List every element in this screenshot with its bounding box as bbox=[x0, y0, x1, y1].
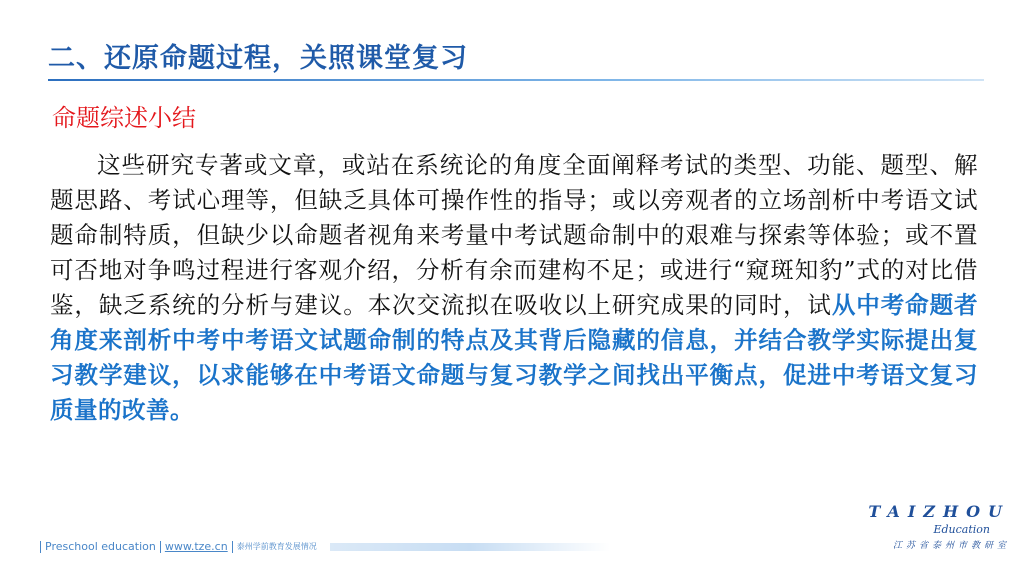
body-paragraph bbox=[50, 148, 978, 428]
body-highlight-text: 从中考命题者角度来剖析中考中考语文试题命制的特点及其背后隐藏的信息，并结合教学实际提出复习教学建议，以求能够在中考语文命题与复习教学之间找出平衡点，促进中考语文复习质量的改善。 bbox=[50, 291, 979, 424]
footer bbox=[40, 540, 317, 553]
footer-decor-bar bbox=[330, 543, 610, 551]
footer-link[interactable]: www.tze.cn bbox=[164, 540, 228, 553]
footer-label: Preschool education bbox=[45, 540, 156, 553]
taizhou-logo bbox=[860, 502, 1010, 551]
logo-edu: Education bbox=[933, 523, 990, 536]
footer-divider bbox=[40, 541, 41, 553]
footer-divider bbox=[160, 541, 161, 553]
title-underline bbox=[48, 79, 984, 81]
slide-subtitle: 命题综述小结 bbox=[52, 104, 196, 132]
slide-title: 二、还原命题过程，关照课堂复习 bbox=[48, 43, 468, 74]
footer-small-text: 泰州学前教育发展情况 bbox=[236, 542, 317, 551]
footer-divider bbox=[232, 541, 233, 553]
body-text: 这些研究专著或文章，或站在系统论的角度全面阐释考试的类型、功能、题型、解题思路、考试心理等，但缺乏具体可操作性的指导；或以旁观者的立场剖析中考语文试题命制特质，但缺少以命题者视角来考量中考试题命制中的艰难与探索等体验；或不置可否地对争鸣过程进行客观介绍，分析有余而建构不足；或进行“窥斑知豹”式的对比借鉴，缺乏系统的分析与建议。本次交流拟在吸收以上研究成果的同时，试 bbox=[50, 151, 978, 319]
logo-org: 江苏省泰州市教研室 bbox=[892, 541, 1010, 551]
logo-name: TAIZHOU bbox=[868, 502, 1010, 521]
